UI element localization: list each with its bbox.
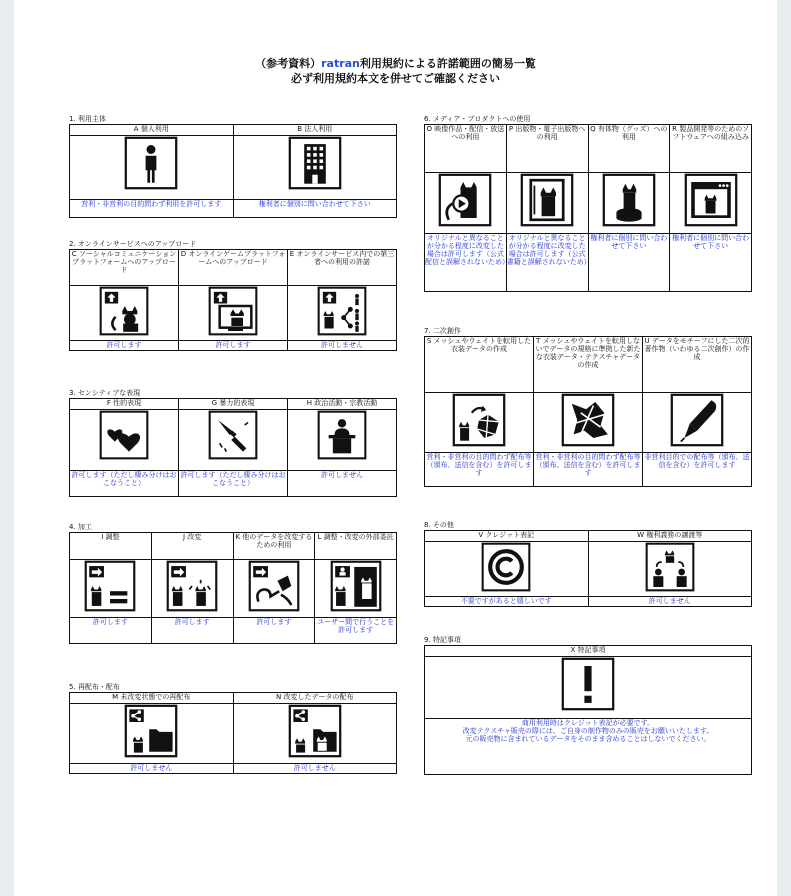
outsource-permission: ユーザー間で行うことを許可します	[315, 618, 397, 644]
column-head-fan-work: U データをモチーフにした二次的著作物（いわゆる二次創作）の作成	[643, 337, 752, 393]
share-users-icon	[317, 286, 367, 336]
column-head-use-to-modify: K 他のデータを改変するための利用	[233, 533, 315, 560]
unmodified-cell	[70, 704, 234, 764]
column-head-modify: J 改変	[151, 533, 233, 560]
section-table	[69, 249, 397, 351]
credit-cell	[425, 542, 589, 597]
game-cell	[179, 286, 288, 341]
section-table	[424, 530, 752, 607]
book-icon	[520, 173, 574, 227]
sexual-cell	[70, 410, 179, 471]
publication-permission: オリジナルと異なることが分かる程度に改変した場合は許可します（公式書籍と誤解されないため）	[506, 234, 588, 292]
notes-head: X 特記事項	[425, 646, 752, 657]
section-media	[424, 115, 752, 292]
section-derivative	[424, 327, 752, 487]
software-permission: 権利者に個別に問い合わせて下さい	[670, 234, 752, 292]
political-cell	[288, 410, 397, 471]
credit-permission: 不要ですがあると嬉しいです	[425, 597, 589, 607]
column-head-sexual: F 性的表現	[70, 399, 179, 410]
upload-game-icon	[208, 286, 258, 336]
section-table	[69, 124, 397, 218]
outsource-cell	[315, 560, 397, 618]
corporate-permission: 権利者に個別に問い合わせて下さい	[233, 200, 397, 218]
section-title: 9. 特記事項	[424, 636, 461, 644]
exclamation-icon	[561, 657, 615, 711]
section-notes	[424, 636, 752, 775]
column-head-violent: G 暴力的表現	[179, 399, 288, 410]
adjust-cell	[70, 560, 152, 618]
section-sensitive	[69, 389, 397, 497]
column-head-political: H 政治活動・宗教活動	[288, 399, 397, 410]
column-head-outsource: L 調整・改変の外部委託	[315, 533, 397, 560]
column-head-corporate: B 法人利用	[233, 125, 397, 136]
column-head-unmodified: M 未改変状態での再配布	[70, 693, 234, 704]
pen-icon	[670, 393, 724, 447]
document-subtitle: 必ず利用規約本文を併せてご確認ください	[291, 72, 500, 85]
mesh-convert-icon	[452, 393, 506, 447]
title-prefix: （参考資料）	[255, 57, 322, 70]
video-icon	[438, 173, 492, 227]
column-head-adjust: I 調整	[70, 533, 152, 560]
section-table	[69, 398, 397, 497]
title-main: 利用規約による許諾範囲の簡易一覧	[359, 57, 536, 70]
mesh-reuse-cell	[425, 393, 534, 453]
use-to-modify-cell	[233, 560, 315, 618]
fan-work-cell	[643, 393, 752, 453]
third-party-cell	[288, 286, 397, 341]
new-data-permission: 営利・非営利の目的問わず配布等（頒布、送信を含む）を許可します	[534, 453, 643, 487]
goods-cell	[588, 173, 670, 234]
document-title	[14, 55, 777, 71]
building-icon	[288, 136, 342, 190]
distribute-modified-icon	[288, 704, 342, 758]
transform-icon	[248, 560, 300, 612]
goods-permission: 権利者に個別に問い合わせて下さい	[588, 234, 670, 292]
adjust-permission: 許可します	[70, 618, 152, 644]
transfer-cell	[588, 542, 752, 597]
person-icon	[124, 136, 178, 190]
column-head-mesh-reuse: S メッシュやウェイトを転用した衣装データの作成	[425, 337, 534, 393]
section-title: 3. センシティブな表現	[69, 389, 141, 397]
publication-cell	[506, 173, 588, 234]
section-table	[424, 124, 752, 292]
personal-permission: 営利・非営利の目的問わず利用を許可します	[70, 200, 234, 218]
section-title: 1. 利用主体	[69, 115, 106, 123]
political-permission: 許可しません	[288, 471, 397, 497]
figure-icon	[602, 173, 656, 227]
column-head-game: D オンラインゲームプラットフォームへのアップロード	[179, 250, 288, 286]
column-head-third-party: E オンラインサービス内での第三者への利用の許諾	[288, 250, 397, 286]
podium-icon	[317, 410, 367, 460]
section-table	[69, 532, 397, 644]
column-head-credit: V クレジット表記	[425, 531, 589, 542]
section-title: 5. 再配布・配布	[69, 683, 120, 691]
violent-cell	[179, 410, 288, 471]
software-cell	[670, 173, 752, 234]
section-user-type	[69, 115, 397, 218]
note-line: 元の販売物に含まれているデータをそのまま含めることはしないでください。	[465, 735, 711, 743]
notes-icon-cell	[425, 657, 752, 719]
section-table	[424, 336, 752, 487]
section-processing	[69, 523, 397, 644]
notes-body	[425, 719, 752, 775]
new-outfit-icon	[561, 393, 615, 447]
sexual-permission: 許可します（ただし棲み分けはおこなうこと）	[70, 471, 179, 497]
modify-icon	[166, 560, 218, 612]
third-party-permission: 許可しません	[288, 341, 397, 351]
upload-social-icon	[99, 286, 149, 336]
unmodified-permission: 許可しません	[70, 764, 234, 774]
redistribute-icon	[124, 704, 178, 758]
fan-work-permission: 非営利目的での配布等（頒布、送信を含む）を許可します	[643, 453, 752, 487]
modified-permission: 許可しません	[233, 764, 397, 774]
transfer-icon	[645, 542, 695, 592]
section-redistribution	[69, 683, 397, 774]
document-page	[14, 0, 777, 896]
section-table	[424, 645, 752, 775]
note-line: 改変テクスチャ販売の際には、ご自身の制作物のみの販売をお願いいたします。	[462, 727, 714, 735]
violent-permission: 許可します（ただし棲み分けはおこなうこと）	[179, 471, 288, 497]
column-head-personal: A 個人利用	[70, 125, 234, 136]
section-title: 8. その他	[424, 521, 454, 529]
section-other	[424, 521, 752, 607]
section-title: 7. 二次創作	[424, 327, 461, 335]
copyright-icon	[481, 542, 531, 592]
software-icon	[684, 173, 738, 227]
column-head-transfer: W 権利義務の譲渡等	[588, 531, 752, 542]
section-title: 2. オンラインサービスへのアップロード	[69, 240, 197, 248]
column-head-publication: P 出版物・電子出版物への利用	[506, 125, 588, 173]
modify-permission: 許可します	[151, 618, 233, 644]
section-title: 4. 加工	[69, 523, 92, 531]
personal-cell	[70, 136, 234, 200]
section-table	[69, 692, 397, 774]
column-head-goods: Q 有体物（グッズ）への利用	[588, 125, 670, 173]
social-cell	[70, 286, 179, 341]
column-head-social: C ソーシャルコミュニケーションプラットフォームへのアップロード	[70, 250, 179, 286]
title-brand: ratran	[321, 57, 360, 70]
corporate-cell	[233, 136, 397, 200]
mesh-reuse-permission: 営利・非営利の目的問わず配布等（頒布、送信を含む）を許可します	[425, 453, 534, 487]
video-permission: オリジナルと異なることが分かる程度に改変した場合は許可します（公式配信と誤解されないため）	[425, 234, 507, 292]
column-head-software: R 製品開発等のためのソフトウェアへの組み込み	[670, 125, 752, 173]
note-line: 商用利用時はクレジット表記が必要です。	[521, 719, 655, 727]
hearts-icon	[99, 410, 149, 460]
use-to-modify-permission: 許可します	[233, 618, 315, 644]
section-online-upload	[69, 240, 397, 351]
game-permission: 許可します	[179, 341, 288, 351]
modify-cell	[151, 560, 233, 618]
transfer-permission: 許可しません	[588, 597, 752, 607]
social-permission: 許可します	[70, 341, 179, 351]
outsource-icon	[330, 560, 382, 612]
column-head-new-data: T メッシュやウェイトを転用しないでデータの規格に準拠した新たな衣装データ・テクスチャデータの作成	[534, 337, 643, 393]
modified-cell	[233, 704, 397, 764]
knife-icon	[208, 410, 258, 460]
new-data-cell	[534, 393, 643, 453]
column-head-video: O 映像作品・配信・放送への利用	[425, 125, 507, 173]
section-title: 6. メディア・プロダクトへの使用	[424, 115, 531, 123]
column-head-modified: N 改変したデータの配布	[233, 693, 397, 704]
video-cell	[425, 173, 507, 234]
adjust-icon	[84, 560, 136, 612]
